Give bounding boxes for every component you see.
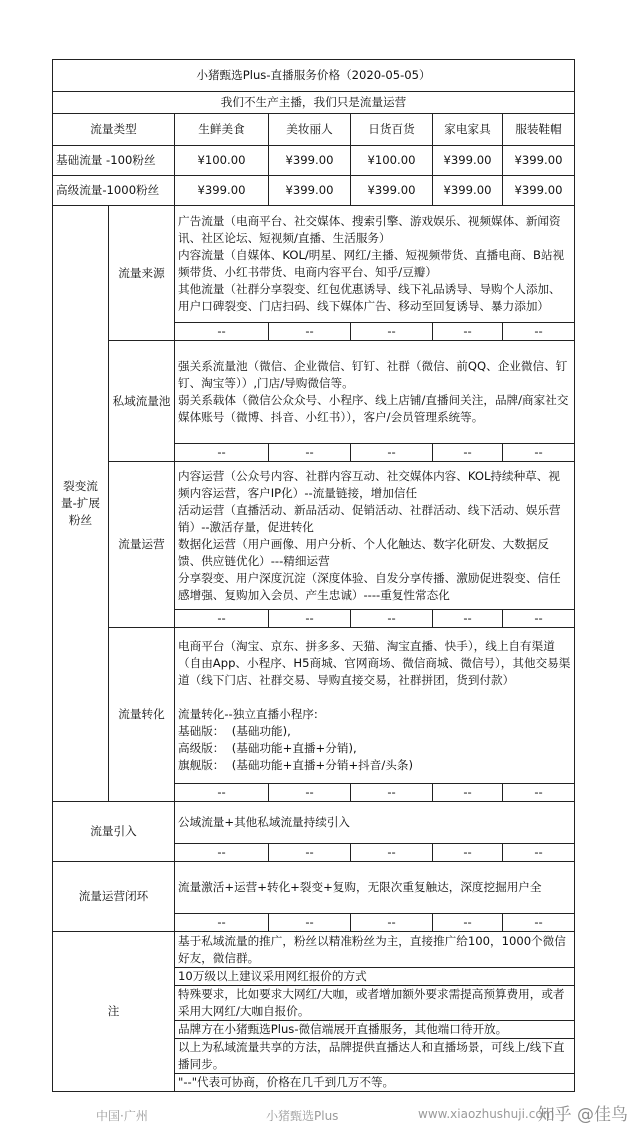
header-row — [53, 114, 575, 146]
dash-cell-text: -- — [387, 845, 396, 859]
section-label — [109, 462, 175, 628]
note-text — [175, 1021, 575, 1039]
section-row — [53, 206, 575, 323]
price-cell-text: ¥399.00 — [285, 183, 334, 197]
dash-cell — [351, 914, 433, 932]
category-header — [351, 114, 433, 146]
dash-cell — [269, 610, 351, 628]
fission-label — [53, 206, 109, 802]
dash-cell — [269, 914, 351, 932]
dash-cell — [269, 844, 351, 862]
price-table — [52, 59, 575, 1092]
section-text-text: 内容运营（公众号内容、社群内容互动、社交媒体内容、KOL持续种草、视频内容运营，客户IP化）--流量链接，增加信任 活动运营（直播活动、新品活动、促销活动、社群活动、线下活动、娱乐营销）--激活存量，促进转化 数据化运营（用户画像、用户分析、个人化触达、数字化研发、大数据反馈、供应链优化）---精细运营 分享裂变、用户深度沉淀（深度体验、自发分享传播、激励促进裂变、信任感增强、复购加入会员、产生忠诚）----重复性常态化 — [178, 468, 561, 602]
section-text — [175, 628, 575, 784]
note-text-text: "--"代表可协商，价格在几千到几万不等。 — [178, 1075, 395, 1089]
price-cell — [175, 146, 269, 176]
price-table-body — [53, 60, 575, 1092]
dash-cell — [433, 323, 503, 341]
title-row — [53, 60, 575, 92]
section-text — [175, 462, 575, 610]
dash-cell-text: -- — [463, 324, 472, 338]
section-text — [175, 206, 575, 323]
dash-cell — [351, 844, 433, 862]
intro-label — [53, 802, 175, 862]
loop-text — [175, 862, 575, 914]
price-cell — [503, 146, 575, 176]
dash-cell — [175, 323, 269, 341]
footer-website: www.xiaozhushuji.com — [418, 1107, 555, 1121]
dash-cell — [175, 914, 269, 932]
dash-cell — [351, 610, 433, 628]
price-cell — [351, 176, 433, 206]
dash-cell — [503, 444, 575, 462]
section-text — [175, 341, 575, 444]
dash-cell-text: -- — [387, 915, 396, 929]
section-row — [53, 628, 575, 784]
dash-cell-text: -- — [463, 915, 472, 929]
loop-row — [53, 862, 575, 914]
slogan-row — [53, 92, 575, 114]
dash-cell — [175, 444, 269, 462]
price-cell — [433, 146, 503, 176]
watermark: 知乎 @佳鸟 — [537, 1105, 628, 1125]
price-row — [53, 176, 575, 206]
dash-cell-text: -- — [534, 845, 543, 859]
dash-cell-text: -- — [217, 845, 226, 859]
price-row-label-text: 高级流量-1000粉丝 — [56, 183, 160, 197]
footer-location: 中国·广州 — [96, 1109, 148, 1123]
category-header — [503, 114, 575, 146]
table-title — [53, 60, 575, 92]
footer-brand: 小猪甄选Plus — [266, 1109, 339, 1123]
dash-cell-text: -- — [463, 445, 472, 459]
price-row-label — [53, 176, 175, 206]
dash-cell-text: -- — [534, 445, 543, 459]
price-cell-text: ¥399.00 — [443, 183, 492, 197]
category-header-text: 服装鞋帽 — [515, 122, 562, 136]
note-text-text: 以上为私域流量共享的方法，品牌提供直播达人和直播场景，可线上/线下直播同步。 — [178, 1040, 565, 1071]
note-text — [175, 968, 575, 986]
loop-label — [53, 862, 175, 932]
dash-cell — [351, 784, 433, 802]
type-header-text: 流量类型 — [90, 122, 137, 136]
note-text — [175, 1039, 575, 1074]
dash-cell — [175, 844, 269, 862]
dash-cell-text: -- — [387, 785, 396, 799]
note-text-text: 特殊要求，比如要求大网红/大咖，或者增加额外要求需提高预算费用，或者采用大网红/大咖自报价。 — [178, 987, 565, 1018]
dash-cell-text: -- — [305, 324, 314, 338]
dash-cell — [503, 784, 575, 802]
dash-cell — [351, 323, 433, 341]
intro-label-text: 流量引入 — [90, 824, 137, 838]
price-cell-text: ¥100.00 — [367, 153, 416, 167]
dash-cell — [433, 784, 503, 802]
dash-cell-text: -- — [534, 611, 543, 625]
price-cell-text: ¥399.00 — [514, 153, 563, 167]
dash-cell — [503, 323, 575, 341]
note-text — [175, 932, 575, 968]
section-row — [53, 462, 575, 610]
loop-label-text: 流量运营闭环 — [78, 889, 149, 903]
dash-cell-text: -- — [387, 324, 396, 338]
section-label-text: 私域流量池 — [112, 393, 171, 408]
price-cell — [269, 176, 351, 206]
dash-cell-text: -- — [305, 611, 314, 625]
loop-text-text: 流量激活+运营+转化+裂变+复购，无限次重复触达，深度挖掘用户全 — [178, 880, 542, 894]
section-label — [109, 206, 175, 341]
price-row-label — [53, 146, 175, 176]
section-label-text: 流量来源 — [118, 265, 165, 280]
section-label — [109, 341, 175, 462]
dash-cell — [269, 323, 351, 341]
section-row — [53, 341, 575, 444]
price-cell-text: ¥399.00 — [197, 183, 246, 197]
section-label-text: 流量转化 — [118, 707, 165, 721]
section-label — [109, 628, 175, 802]
dash-cell — [433, 914, 503, 932]
dash-cell-text: -- — [463, 845, 472, 859]
section-label-text: 流量运营 — [118, 537, 165, 551]
dash-cell — [433, 610, 503, 628]
category-header — [175, 114, 269, 146]
dash-cell-text: -- — [217, 785, 226, 799]
note-text — [175, 986, 575, 1021]
price-cell-text: ¥399.00 — [514, 183, 563, 197]
slogan-text: 我们不生产主播，我们只是流量运营 — [220, 95, 407, 109]
dash-cell-text: -- — [534, 324, 543, 338]
fission-label-text: 裂变流量-扩展粉丝 — [61, 479, 100, 527]
price-cell — [351, 146, 433, 176]
dash-cell — [175, 784, 269, 802]
section-text-text: 广告流量（电商平台、社交媒体、搜索引擎、游戏娱乐、视频媒体、新闻资讯、社区论坛、短视频/直播、生活服务） 内容流量（自媒体、KOL/明星、网红/主播、短视频带货、直播电商、B站视频带货、小红书带货、电商内容平台、知乎/豆瓣） 其他流量（社群分享裂变、红包优惠诱导、线下礼品诱导、导购个人添加、用户口碑裂变、门店扫码、线下媒体广告、移动至回复诱导、暴力添加） — [178, 214, 565, 313]
dash-cell — [175, 610, 269, 628]
note-text-text: 10万级以上建议采用网红报价的方式 — [178, 969, 367, 983]
price-cell — [175, 176, 269, 206]
table-title-text: 小猪甄选Plus-直播服务价格（2020-05-05） — [196, 68, 431, 82]
dash-cell-text: -- — [387, 611, 396, 625]
dash-cell-text: -- — [305, 845, 314, 859]
dash-cell-text: -- — [534, 915, 543, 929]
dash-cell-text: -- — [387, 445, 396, 459]
notes-label-text: 注 — [107, 1004, 120, 1018]
price-cell — [269, 146, 351, 176]
price-cell — [433, 176, 503, 206]
dash-cell-text: -- — [305, 445, 314, 459]
intro-row — [53, 802, 575, 844]
price-cell — [503, 176, 575, 206]
dash-cell-text: -- — [217, 915, 226, 929]
intro-text — [175, 802, 575, 844]
price-cell-text: ¥399.00 — [443, 153, 492, 167]
notes-label — [53, 932, 175, 1092]
dash-cell — [269, 784, 351, 802]
dash-cell — [433, 444, 503, 462]
dash-cell-text: -- — [463, 611, 472, 625]
dash-cell — [503, 914, 575, 932]
dash-cell — [503, 610, 575, 628]
dash-cell — [433, 844, 503, 862]
dash-cell-text: -- — [305, 785, 314, 799]
price-cell-text: ¥399.00 — [285, 153, 334, 167]
dash-cell-text: -- — [217, 445, 226, 459]
price-row-label-text: 基础流量 -100粉丝 — [56, 153, 156, 167]
category-header-text: 日货百货 — [368, 122, 415, 136]
price-cell-text: ¥100.00 — [197, 153, 246, 167]
note-text-text: 基于私域流量的推广，粉丝以精准粉丝为主，直接推广给100，1000个微信好友，微信群。 — [178, 933, 566, 965]
dash-cell-text: -- — [463, 785, 472, 799]
dash-cell — [351, 444, 433, 462]
price-row — [53, 146, 575, 176]
dash-cell-text: -- — [217, 324, 226, 338]
intro-text-text: 公域流量+其他私域流量持续引入 — [178, 815, 351, 829]
category-header — [269, 114, 351, 146]
type-header — [53, 114, 175, 146]
note-text — [175, 1074, 575, 1092]
price-cell-text: ¥399.00 — [367, 183, 416, 197]
category-header-text: 家电家具 — [444, 122, 491, 136]
category-header-text: 美妆丽人 — [286, 122, 333, 136]
dash-cell — [503, 844, 575, 862]
slogan — [53, 92, 575, 114]
note-row — [53, 932, 575, 968]
section-text-text: 电商平台（淘宝、京东、拼多多、天猫、淘宝直播、快手），线上自有渠道（自由App、小程序、H5商城、官网商场、微信商城、微信号），其他交易渠道（线下门店、社群交易、导购直接交易，社群拼团，货到付款） 流量转化--独立直播小程序: 基础版： (基础功能), 高级版： (基础功能+直播+分销), 旗舰版： (基础功能+直播+分销+抖音/头条) — [178, 638, 571, 772]
dash-cell — [269, 444, 351, 462]
dash-cell-text: -- — [534, 785, 543, 799]
section-text-text: 强关系流量池（微信、企业微信、钉钉、社群（微信、前QQ、企业微信、钉钉、淘宝等））,门店/导购微信等。 弱关系载体（微信公众众号、小程序、线上店铺/直播间关注，品牌/商家社交媒体账号（微博、抖音、小红书）），客户/会员管理系统等。 — [178, 359, 569, 424]
note-text-text: 品牌方在小猪甄选Plus-微信端展开直播服务，其他端口待开放。 — [178, 1022, 508, 1036]
dash-cell-text: -- — [305, 915, 314, 929]
category-header-text: 生鲜美食 — [198, 122, 245, 136]
dash-cell-text: -- — [217, 611, 226, 625]
category-header — [433, 114, 503, 146]
